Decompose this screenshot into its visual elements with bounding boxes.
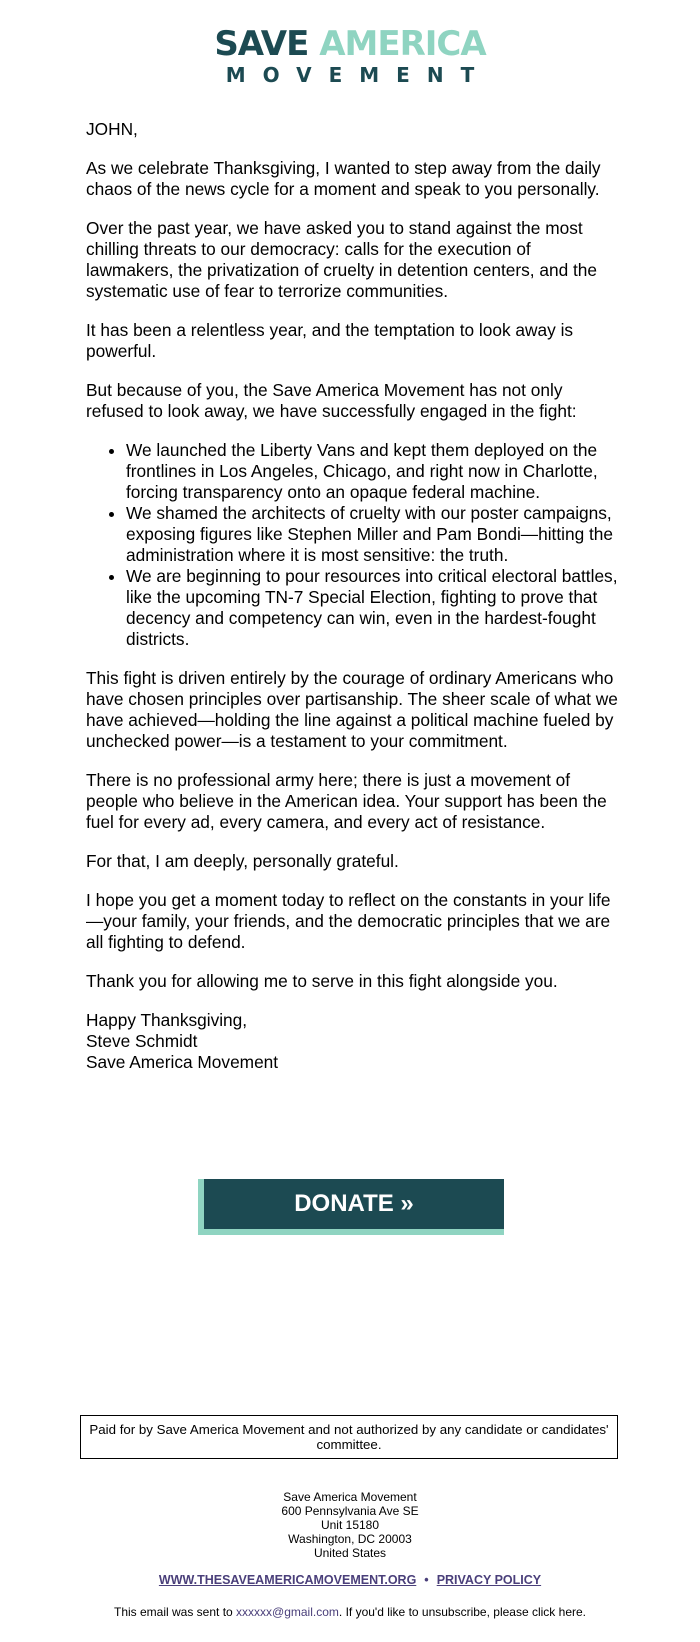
list-item: • We shamed the architects of cruelty with our poster campaigns, exposing figures like Stephen Miller and Pam Bondi—hitting the administration where it is most sensitive: the truth. — [126, 503, 622, 566]
address-country: United States — [313, 1546, 387, 1560]
sent-prefix: This email was sent to — [113, 1605, 237, 1619]
letter-body — [86, 119, 622, 1073]
signoff: Happy Thanksgiving, — [86, 1010, 248, 1030]
paragraph-3: It has been a relentless year, and the temptation to look away is powerful. — [86, 320, 574, 361]
paragraph-9: Thank you for allowing me to serve in this fight alongside you. — [86, 971, 558, 991]
paragraph-1: As we celebrate Thanksgiving, I wanted to step away from the daily chaos of the news cycle for a moment and speak to you personally. — [86, 158, 601, 199]
paragraph-4: But because of you, the Save America Movement has not only refused to look away, we have successfully engaged in the fight: — [86, 380, 577, 421]
achievements-list — [86, 440, 622, 650]
donate-button-shadow — [198, 1179, 504, 1235]
list-item: • We are beginning to pour resources into critical electoral battles, like the upcoming TN-7 Special Election, fighting to prove that decency and competency can win, even in the hardest-fought districts. — [126, 566, 622, 650]
unsubscribe-notice — [0, 1605, 700, 1619]
signature — [86, 1010, 622, 1073]
privacy-policy-link[interactable]: PRIVACY POLICY — [436, 1573, 542, 1587]
logo-word-save: SAVE — [214, 24, 309, 64]
website-link[interactable]: WWW.THESAVEAMERICAMOVEMENT.ORG — [158, 1573, 417, 1587]
logo-word-america: AMERICA — [319, 24, 486, 64]
greeting: JOHN, — [86, 119, 138, 139]
recipient-email-link[interactable]: xxxxxx@gmail.com — [236, 1605, 339, 1619]
mailing-address — [0, 1490, 700, 1560]
paragraph-8: I hope you get a moment today to reflect on the constants in your life—your family, your friends, and the democratic principles that we are all fighting to defend. — [86, 890, 611, 952]
signer-name: Steve Schmidt — [86, 1031, 198, 1051]
logo — [0, 26, 700, 86]
paragraph-6: There is no professional army here; there is just a movement of people who believe in the American idea. Your support has been the fuel for every ad, every camera, and every act of resistance. — [86, 770, 607, 832]
footer-links — [0, 1573, 700, 1587]
address-org: Save America Movement — [283, 1490, 417, 1504]
signer-org: Save America Movement — [86, 1052, 279, 1072]
logo-word-movement: MOVEMENT — [225, 63, 492, 87]
list-item: • We launched the Liberty Vans and kept them deployed on the frontlines in Los Angeles, Chicago, and right now in Charlotte, forcing transparency onto an opaque federal machine. — [126, 440, 622, 503]
donate-button[interactable]: DONATE » — [204, 1179, 504, 1229]
paragraph-5: This fight is driven entirely by the courage of ordinary Americans who have chosen principles over partisanship. The sheer scale of what we have achieved—holding the line against a political machine fueled by unchecked power—is a testament to your commitment. — [86, 668, 618, 751]
address-city: Washington, DC 20003 — [288, 1532, 412, 1546]
paid-for-disclaimer: Paid for by Save America Movement and not authorized by any candidate or candidates' committee. — [80, 1415, 618, 1459]
paragraph-2: Over the past year, we have asked you to stand against the most chilling threats to our democracy: calls for the execution of lawmakers, the privatization of cruelty in detention centers, and the systematic use of fear to terrorize communities. — [86, 218, 598, 301]
address-unit: Unit 15180 — [320, 1518, 380, 1532]
sent-suffix[interactable]: . If you'd like to unsubscribe, please click here. — [338, 1605, 586, 1619]
logo-line-1 — [0, 26, 700, 62]
footer-separator: • — [424, 1573, 429, 1587]
paragraph-7: For that, I am deeply, personally grateful. — [86, 851, 399, 871]
address-street: 600 Pennsylvania Ave SE — [281, 1504, 419, 1518]
